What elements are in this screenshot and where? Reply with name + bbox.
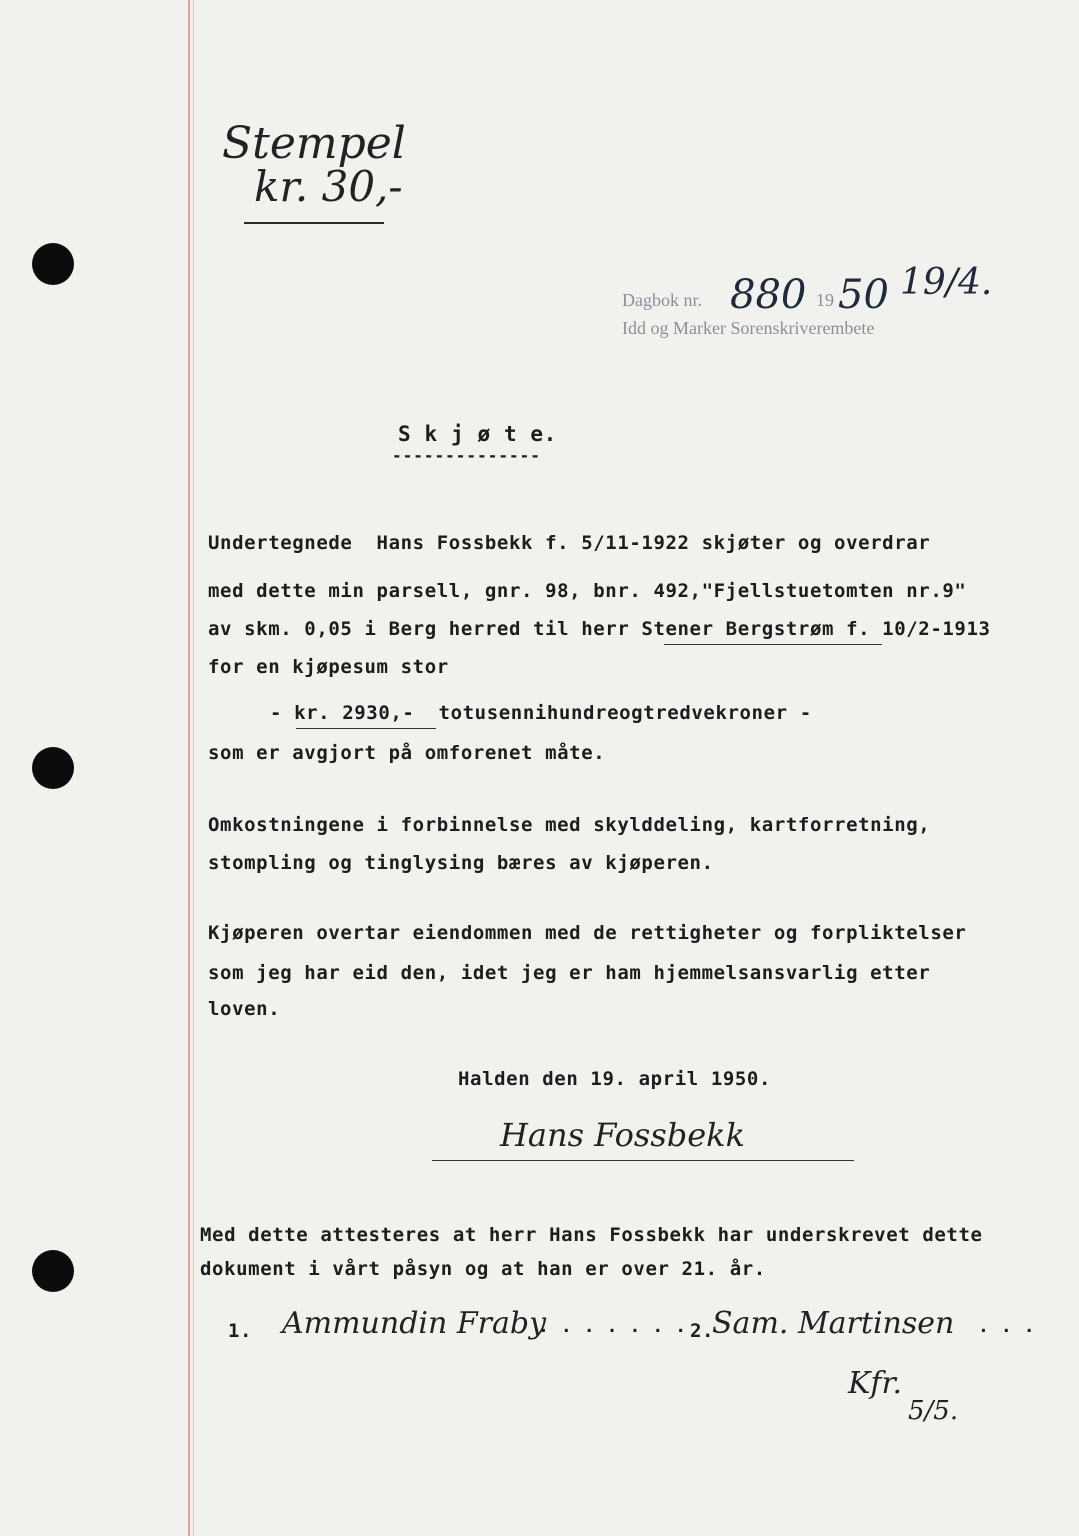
witness-2-label: 2. bbox=[690, 1320, 715, 1342]
dagbok-label: Dagbok nr. bbox=[622, 290, 702, 310]
price-underline bbox=[296, 728, 436, 729]
stamp-duty-label: Stempel bbox=[222, 118, 406, 169]
body-line-10: som jeg har eid den, idet jeg er ham hjemmelsansvarlig etter bbox=[208, 962, 931, 984]
margin-line bbox=[188, 0, 190, 1536]
seller-signature: Hans Fossbekk bbox=[500, 1116, 745, 1154]
corner-note-date: 5/5. bbox=[908, 1396, 959, 1426]
punch-hole-bottom bbox=[32, 1250, 74, 1292]
punch-hole-middle bbox=[32, 747, 74, 789]
body-line-4: for en kjøpesum stor bbox=[208, 656, 449, 678]
body-line-8: stompling og tinglysing bæres av kjøperen. bbox=[208, 852, 714, 874]
witness-2-dots: . . . bbox=[978, 1316, 1036, 1337]
body-line-1: Undertegnede Hans Fossbekk f. 5/11-1922 skjøter og overdrar bbox=[208, 532, 931, 554]
stamp-duty-amount: kr. 30,- bbox=[254, 162, 403, 211]
corner-note-ref: Kfr. bbox=[848, 1366, 903, 1401]
registry-office: Idd og Marker Sorenskriverembete bbox=[622, 318, 875, 338]
year-suffix: 50 bbox=[838, 272, 889, 318]
body-line-9: Kjøperen overtar eiendommen med de rettigheter og forpliktelser bbox=[208, 922, 967, 944]
attestation-line-1: Med dette attesteres at herr Hans Fossbekk har underskrevet dette bbox=[200, 1224, 983, 1246]
witness-1-signature: Ammundin Fraby bbox=[282, 1306, 547, 1341]
body-line-3: av skm. 0,05 i Berg herred til herr Stener Bergstrøm f. 10/2-1913 bbox=[208, 618, 991, 640]
witness-1-label: 1. bbox=[228, 1320, 253, 1342]
body-line-6: som er avgjort på omforenet måte. bbox=[208, 742, 606, 764]
witness-2-signature: Sam. Martinsen bbox=[712, 1306, 955, 1341]
body-line-5: - kr. 2930,- totusennihundreogtredvekroner - bbox=[270, 702, 812, 724]
year-prefix: 19 bbox=[816, 290, 834, 310]
dagbok-number: 880 bbox=[730, 272, 807, 318]
body-line-2: med dette min parsell, gnr. 98, bnr. 492,"Fjellstuetomten nr.9" bbox=[208, 580, 967, 602]
document-title: S k j ø t e. bbox=[398, 422, 557, 446]
body-line-11: loven. bbox=[208, 998, 281, 1020]
punch-hole-top bbox=[32, 243, 74, 285]
registry-date: 19/4. bbox=[900, 262, 993, 303]
stamp-duty-underline bbox=[244, 222, 384, 224]
body-line-7: Omkostningene i forbinnelse med skylddeling, kartforretning, bbox=[208, 814, 931, 836]
attestation-line-2: dokument i vårt påsyn og at han er over 21. år. bbox=[200, 1258, 766, 1280]
place-date: Halden den 19. april 1950. bbox=[458, 1068, 772, 1090]
title-underline: -------------- bbox=[392, 446, 541, 465]
signature-line bbox=[432, 1160, 854, 1161]
buyer-underline bbox=[664, 644, 882, 645]
margin-line-secondary bbox=[193, 0, 194, 1536]
witness-1-dots: . . . . . . . bbox=[538, 1316, 687, 1337]
